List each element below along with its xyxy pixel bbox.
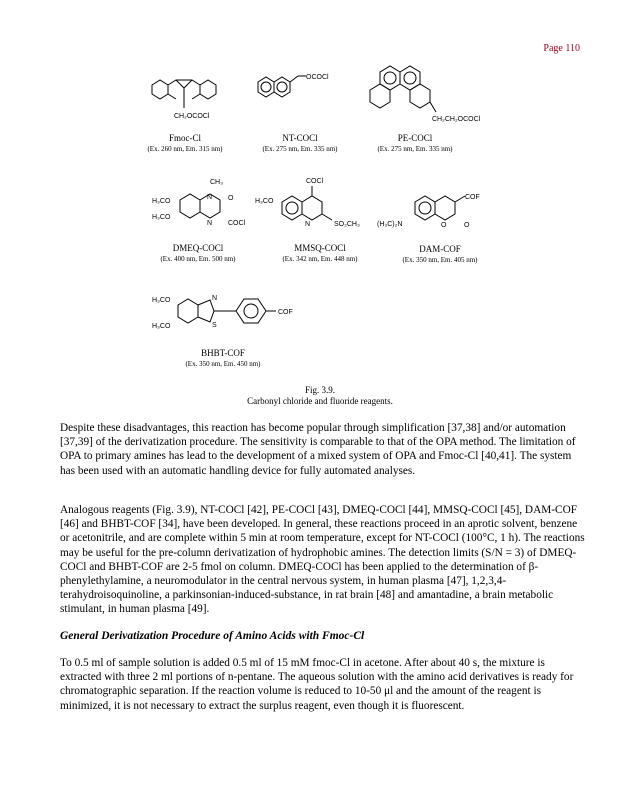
reagent-caption-nt-cocl: NT-COCl (Ex. 275 nm, Em. 335 nm)	[262, 133, 338, 153]
nt-cocl-label: OCOCl	[306, 74, 329, 81]
fmoc-cl-structure	[152, 80, 216, 120]
paragraph-disadvantages: Despite these disadvantages, this reaction has become popular through simplification [37,38] and/or automation [37,39] of the derivatization procedure. The sensitivity is comparable to that of the OPA method. The limitation of OPA to primary amines has lead to the development of a mixed system of OPA and Fmoc-Cl [40,41]. The system has been used with an automatic handling device for fully automated analyses.	[60, 422, 576, 477]
svg-text:N: N	[207, 194, 213, 201]
dmeq-cocl-structure	[152, 179, 246, 227]
svg-text:O: O	[464, 222, 470, 229]
reagent-caption-dmeq-cocl: DMEQ-COCl (Ex. 400 nm, Em. 500 nm)	[160, 243, 236, 263]
svg-text:N: N	[207, 220, 213, 227]
figure-caption	[0, 385, 640, 407]
nt-cocl-structure	[258, 74, 329, 97]
svg-text:H₃CO: H₃CO	[152, 323, 171, 330]
mmsq-cocl-structure	[255, 178, 360, 228]
svg-text:COCl: COCl	[228, 220, 246, 227]
dam-cof-structure	[377, 194, 480, 229]
svg-text:N: N	[212, 295, 218, 302]
paragraph-analogous-reagents: Analogous reagents (Fig. 3.9), NT-COCl [42], PE-COCl [43], DMEQ-COCl [44], MMSQ-COCl [45], DAM-COF [46] and BHBT-COF [34], have been developed. In general, these reactions proceed in an aprotic solvent, benzene or acetonitrile, and are complete within 5 min at room temperature, except for NT-COCl (100°C, 1 h). The reactions may be useful for the pre-column derivatization of hydrophobic amines. The detection limits (S/N = 3) of DMEQ-COCl and BHBT-COF are 2-5 fmol on column. DMEQ-COCl has been applied to the determination of β-phenylethylamine, a neuromodulator in the central nervous system, in human plasma [47], 1,2,3,4-terahydroisoquinoline, a parkinsonian-induced-substance, in rat brain [48] and amantadine, a brain metabolic stimulant, in human plasma [49].	[60, 504, 585, 616]
bhbt-cof-structure	[152, 295, 293, 330]
reagent-caption-dam-cof: DAM-COF (Ex. 350 nm, Em. 405 nm)	[402, 244, 478, 264]
pe-cocl-structure	[370, 66, 481, 123]
reagent-caption-pe-cocl: PE-COCl (Ex. 275 nm, Em. 335 nm)	[377, 133, 453, 153]
svg-text:COCl: COCl	[306, 178, 324, 185]
svg-text:(H₃C)₂N: (H₃C)₂N	[377, 221, 403, 228]
section-heading: General Derivatization Procedure of Amino Acids with Fmoc-Cl	[60, 630, 365, 642]
svg-text:O: O	[441, 222, 447, 229]
svg-text:N: N	[305, 221, 311, 228]
svg-text:O: O	[228, 195, 234, 202]
reagent-structures-figure	[0, 0, 640, 385]
figure-number: Fig. 3.9.	[304, 385, 335, 395]
svg-text:H₃CO: H₃CO	[152, 214, 171, 221]
svg-text:SO₂CH₃: SO₂CH₃	[334, 221, 360, 228]
pe-cocl-label: CH₂CH₂OCOCl	[432, 116, 481, 123]
reagent-caption-mmsq-cocl: MMSQ-COCl (Ex. 342 nm, Em. 448 nm)	[282, 243, 358, 263]
paragraph-procedure: To 0.5 ml of sample solution is added 0.5 ml of 15 mM fmoc-Cl in acetone. After about 40 s, the mixture is extracted with three 2 ml portions of n-pentane. The aqueous solution with the amino acid derivatives is ready for chromatographic separation. If the reaction volume is reduced to 10-50 μl and the amount of the reagent is minimized, it is not necessary to extract the surplus reagent, even though it is fluorescent.	[60, 657, 574, 712]
figure-title: Carbonyl chloride and fluoride reagents.	[247, 396, 393, 406]
fmoc-cl-label: CH₂OCOCl	[174, 113, 210, 120]
reagent-caption-bhbt-cof: BHBT-COF (Ex. 350 nm, Em. 450 nm)	[185, 348, 261, 368]
svg-text:COF: COF	[465, 194, 480, 201]
svg-text:CH₃: CH₃	[210, 179, 223, 186]
svg-text:H₃CO: H₃CO	[255, 198, 274, 205]
svg-text:H₃CO: H₃CO	[152, 198, 171, 205]
svg-text:S: S	[212, 322, 217, 329]
svg-text:H₃CO: H₃CO	[152, 297, 171, 304]
svg-text:COF: COF	[278, 309, 293, 316]
page-number: Page 110	[543, 43, 580, 54]
reagent-caption-fmoc-cl: Fmoc-Cl (Ex. 260 nm, Em. 315 nm)	[147, 133, 223, 153]
